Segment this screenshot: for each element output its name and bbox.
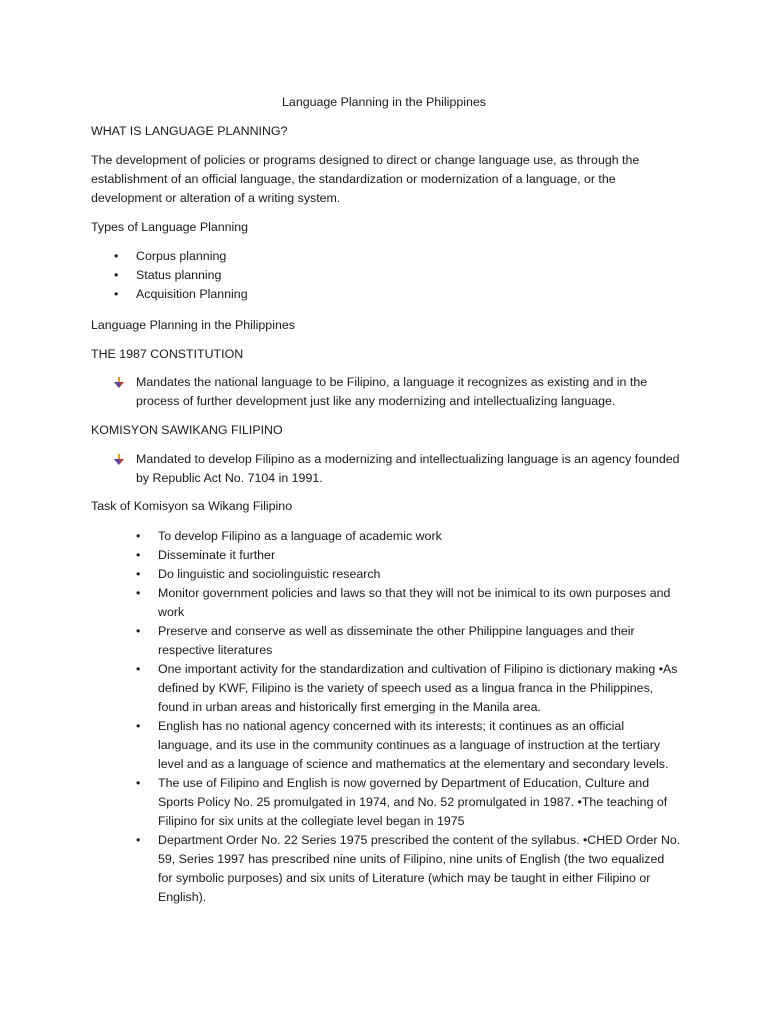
tasks-list bbox=[91, 527, 681, 907]
list-item: • Acquisition Planning bbox=[91, 285, 681, 304]
list-item: • Do linguistic and sociolinguistic research bbox=[91, 565, 681, 584]
bullet: • bbox=[136, 586, 141, 600]
constitution-heading: THE 1987 CONSTITUTION bbox=[91, 347, 244, 361]
bullet: • bbox=[136, 776, 141, 790]
bullet: • bbox=[114, 268, 119, 282]
list-item: • Monitor government policies and laws so that they will not be inimical to its own purposes and work bbox=[136, 586, 671, 619]
definition-paragraph: The development of policies or programs designed to direct or change language use, as through the establishment of an official language, the standardization or modernization of a language, or the development or alteration of a writing system. bbox=[91, 153, 640, 205]
list-item: • The use of Filipino and English is now governed by Department of Education, Culture and Sports Policy No. 25 promulgated in 1974, and No. 52 promulgated in 1987. •The teaching of Filipino for six units at the collegiate level began in 1975 bbox=[136, 776, 668, 828]
arrow-bullet-icon bbox=[113, 377, 125, 389]
list-item: • To develop Filipino as a language of academic work bbox=[91, 527, 681, 546]
bullet: • bbox=[114, 287, 119, 301]
bullet: • bbox=[136, 624, 141, 638]
list-item: • Corpus planning bbox=[91, 247, 681, 266]
tasks-heading: Task of Komisyon sa Wikang Filipino bbox=[91, 499, 293, 513]
list-item: • Preserve and conserve as well as disseminate the other Philippine languages and their respective literatures bbox=[136, 624, 635, 657]
komisyon-list bbox=[91, 450, 681, 488]
bullet: • bbox=[136, 833, 141, 847]
arrow-bullet-icon bbox=[113, 454, 125, 466]
bullet: • bbox=[136, 548, 141, 562]
constitution-list bbox=[91, 373, 681, 411]
types-heading: Types of Language Planning bbox=[91, 220, 249, 234]
document-title: Language Planning in the Philippines bbox=[282, 95, 486, 109]
list-item: • One important activity for the standardization and cultivation of Filipino is dictionary making •As defined by KWF, Filipino is the variety of speech used as a lingua franca in the Philippines, found in urban areas and historically first emerging in the Manila area. bbox=[136, 662, 678, 714]
list-item: • Status planning bbox=[91, 266, 681, 285]
section-heading-what-is: WHAT IS LANGUAGE PLANNING? bbox=[91, 124, 288, 138]
bullet: • bbox=[136, 567, 141, 581]
bullet: • bbox=[136, 529, 141, 543]
list-item: Mandated to develop Filipino as a modernizing and intellectualizing language is an agency founded by Republic Act No. 7104 in 1991. bbox=[91, 450, 681, 488]
komisyon-heading: KOMISYON SAWIKANG FILIPINO bbox=[91, 423, 283, 437]
list-item: • Disseminate it further bbox=[91, 546, 681, 565]
lp-philippines-heading: Language Planning in the Philippines bbox=[91, 318, 295, 332]
bullet: • bbox=[136, 719, 141, 733]
types-list bbox=[91, 247, 681, 304]
list-item: • Department Order No. 22 Series 1975 prescribed the content of the syllabus. •CHED Order No. 59, Series 1997 has prescribed nine units of Filipino, nine units of English (the two equalized for symbolic purposes) and six units of Literature (which may be taught in either Filipino or English). bbox=[136, 833, 681, 904]
list-item: Mandates the national language to be Filipino, a language it recognizes as existing and in the process of further development just like any modernizing and intellectualizing language. bbox=[91, 373, 681, 411]
list-item: • English has no national agency concerned with its interests; it continues as an official language, and its use in the community continues as a language of instruction at the tertiary level and as a language of science and mathematics at the elementary and secondary levels. bbox=[136, 719, 669, 771]
bullet: • bbox=[114, 249, 119, 263]
bullet: • bbox=[136, 662, 141, 676]
